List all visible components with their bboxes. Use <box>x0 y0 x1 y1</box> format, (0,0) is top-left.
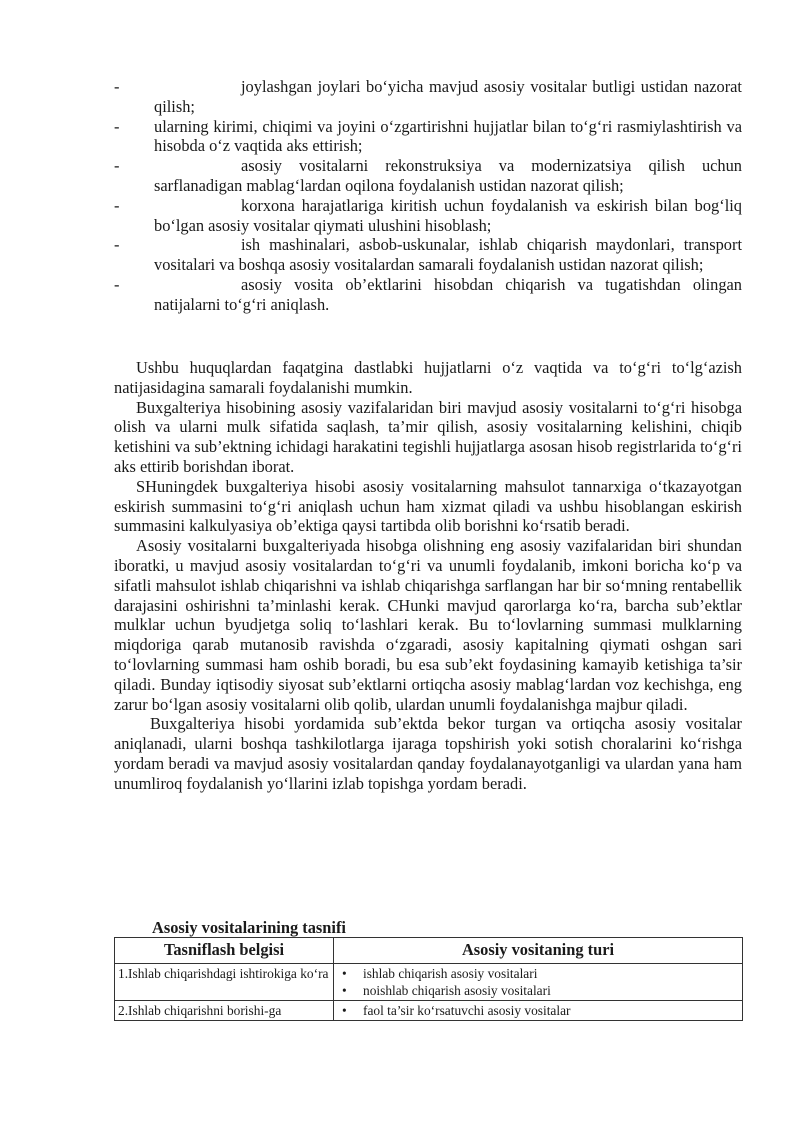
list-item <box>114 156 742 196</box>
list-item <box>337 982 739 999</box>
bullet-dash: - <box>114 235 120 255</box>
list-item <box>114 117 742 157</box>
bullet-icon: • <box>342 965 347 981</box>
paragraph: Ushbu huquqlardan faqatgina dastlabki hujjatlarni o‘z vaqtida va to‘g‘ri to‘lg‘azish natijasidagina samarali foydalanishi mumkin. <box>114 358 742 397</box>
paragraph: SHuningdek buxgalteriya hisobi asosiy vositalarning mahsulot tannarxiga o‘tkazayotgan eskirish summasini to‘g‘ri aniqlash uchun ham xizmat qiladi va ushbu hisoblangan eskirish summasini kalkulyasiya ob’ektiga qaysi tartibda olib borishni ko‘rsatib beradi. <box>114 476 742 536</box>
paragraph: Asosiy vositalarni buxgalteriyada hisobga olishning eng asosiy vazifalaridan biri shundan iboratki, u mavjud asosiy vositalardan to‘g‘ri va unumli foydalanib, imkoni boricha ko‘p va sifatli mahsulot ishlab chiqarishni va ishlab chiqarishga sarflangan har bir so‘mning rentabellik darajasini oshirishni ta’minlashi kerak. CHunki mavjud qarorlarga ko‘ra, barcha sub’ektlar mulklar uchun byudjetga soliq to‘lashlari kerak. Bu to‘lovlarning summasi mulklarning miqdoriga qarab mutanosib ravishda o‘zgaradi, asosiy kapitalning qiymati oshgan sari to‘lovlarning summasi ham oshib boradi, bu esa sub’ekt foydasining kamayib ketishiga ta’sir qiladi. Bunday iqtisodiy siyosat sub’ektlarni ortiqcha asosiy mablag‘lardan voz kechishga, eng zarur bo‘lgan asosiy vositalarni olib qolib, ulardan unumli foydalanishga majbur qiladi. <box>114 536 742 714</box>
list-item-text: ish mashinalari, asbob-uskunalar, ishlab chiqarish maydonlari, transport vositalari va boshqa asosiy vositalardan samarali foydalanish ustidan nazorat qilish; <box>154 235 742 275</box>
types-list <box>337 965 739 999</box>
type-text: faol ta’sir ko‘rsatuvchi asosiy vositalar <box>363 1002 571 1018</box>
bullet-icon: • <box>342 1002 347 1018</box>
duties-list <box>114 77 742 315</box>
bullet-dash: - <box>114 116 120 136</box>
list-item <box>114 275 742 315</box>
list-item-text: asosiy vositalarni rekonstruksiya va modernizatsiya qilish uchun sarflanadigan mablag‘lardan oqilona foydalanish ustidan nazorat qilish; <box>154 156 742 195</box>
types-list <box>337 1002 739 1019</box>
table-caption: Asosiy vositalarining tasnifi <box>152 918 346 937</box>
paragraph: Buxgalteriya hisobining asosiy vazifalaridan biri mavjud asosiy vositalarni to‘g‘ri hisobga olish va ularni mulk sifatida saqlash, ta’mir qilish, asosiy vositalarning kelishini, chiqib ketishini va sub’ektning ichidagi harakatini tegishli hujjatlarga asosan hisob registrlarida to‘g‘ri aks ettirib borishdan iborat. <box>114 397 742 476</box>
classification-table <box>114 937 743 1021</box>
table-row <box>115 963 743 1000</box>
bullet-dash: - <box>114 274 120 294</box>
table-row <box>115 1000 743 1020</box>
bullet-dash: - <box>114 156 120 176</box>
bullet-icon: • <box>342 982 347 998</box>
list-item-text: asosiy vosita ob’ektlarini hisobdan chiqarish va tugatishdan olingan natijalarni to‘g‘ri aniqlash. <box>154 274 742 314</box>
cell-types <box>334 1000 743 1020</box>
list-item <box>114 235 742 275</box>
body-text <box>114 358 742 794</box>
list-item <box>114 196 742 236</box>
bullet-dash: - <box>114 77 120 96</box>
type-text: noishlab chiqarish asosiy vositalari <box>363 982 551 998</box>
header-sign: Tasniflash belgisi <box>115 938 334 964</box>
list-item <box>337 965 739 982</box>
cell-sign: 1.Ishlab chiqarishdagi ishtirokiga ko‘ra <box>115 963 334 1000</box>
list-item-text: korxona harajatlariga kiritish uchun foydalanish va eskirish bilan bog‘liq bo‘lgan asosiy vositalar qiymati ulushini hisoblash; <box>154 195 742 235</box>
table-header-row <box>115 938 743 964</box>
bullet-dash: - <box>114 195 120 215</box>
cell-sign: 2.Ishlab chiqarishni borishi-ga <box>115 1000 334 1020</box>
header-type: Asosiy vositaning turi <box>334 938 743 964</box>
list-item <box>337 1002 739 1019</box>
type-text: ishlab chiqarish asosiy vositalari <box>363 965 538 981</box>
paragraph: Buxgalteriya hisobi yordamida sub’ektda bekor turgan va ortiqcha asosiy vositalar aniqlanadi, ularni boshqa tashkilotlarga ijaraga topshirish yoki sotish choralarini ko‘rishga yordam beradi va mavjud asosiy vositalardan qanday foydalanayotganligi va ulardan yana ham unumliroq foydalanish yo‘llarini izlab topishga yordam beradi. <box>114 714 742 793</box>
cell-types <box>334 963 743 1000</box>
list-item <box>114 77 742 117</box>
list-item-text: ularning kirimi, chiqimi va joyini o‘zgartirishni hujjatlar bilan to‘g‘ri rasmiylashtirish va hisobda o‘z vaqtida aks ettirish; <box>154 116 742 156</box>
list-item-text: joylashgan joylari bo‘yicha mavjud asosiy vositalar butligi ustidan nazorat qilish; <box>154 77 742 116</box>
